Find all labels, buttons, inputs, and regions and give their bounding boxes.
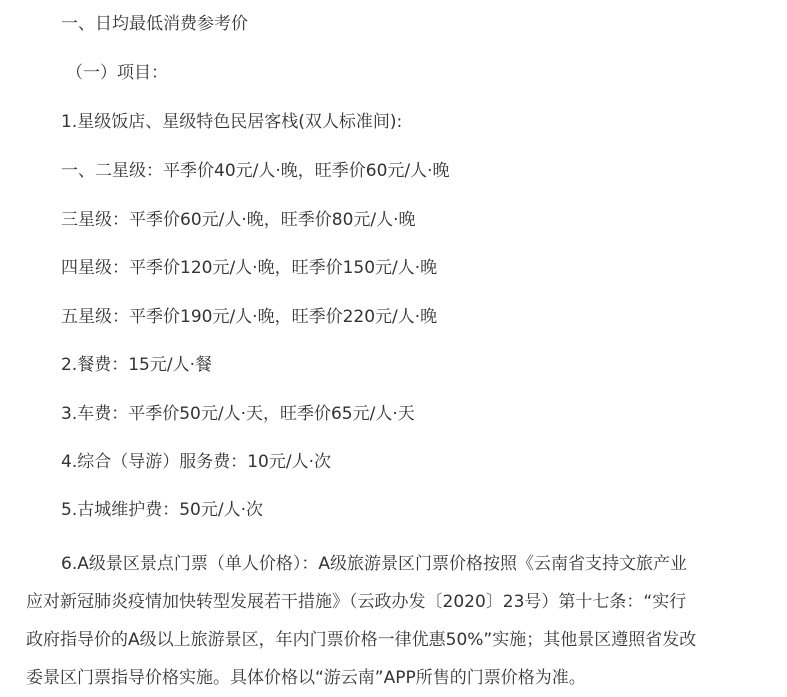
- paragraph-line: 6.A级景区景点门票（单人价格）：A级旅游景区门票价格按照《云南省支持文旅产业: [61, 554, 687, 574]
- paragraph-line: 应对新冠肺炎疫情加快转型发展若干措施》（云政办发〔2020〕23号）第十七条：“实行: [26, 592, 687, 612]
- list-item: 一、二星级：平季价40元/人·晚，旺季价60元/人·晚: [61, 161, 450, 181]
- list-item: 四星级：平季价120元/人·晚，旺季价150元/人·晚: [61, 258, 438, 278]
- list-item: 2.餐费：15元/人·餐: [61, 355, 212, 375]
- paragraph-line: 委景区门票指导价格实施。具体价格以“游云南”APP所售的门票价格为准。: [26, 668, 586, 688]
- paragraph-line: 政府指导价的A级以上旅游景区，年内门票价格一律优惠50%”实施；其他景区遵照省发改: [26, 630, 697, 650]
- list-item: 1.星级饭店、星级特色民居客栈(双人标准间):: [61, 112, 403, 132]
- list-item: 三星级：平季价60元/人·晚，旺季价80元/人·晚: [61, 210, 416, 230]
- list-item: 3.车费：平季价50元/人·天，旺季价65元/人·天: [61, 404, 415, 424]
- list-item: 5.古城维护费：50元/人·次: [61, 500, 263, 520]
- subsection-heading: （一）项目：: [66, 63, 168, 83]
- section-heading: 一、日均最低消费参考价: [61, 14, 248, 34]
- list-item: 4.综合（导游）服务费：10元/人·次: [61, 452, 331, 472]
- list-item: 五星级：平季价190元/人·晚，旺季价220元/人·晚: [61, 307, 438, 327]
- ticket-price-paragraph: [26, 545, 771, 697]
